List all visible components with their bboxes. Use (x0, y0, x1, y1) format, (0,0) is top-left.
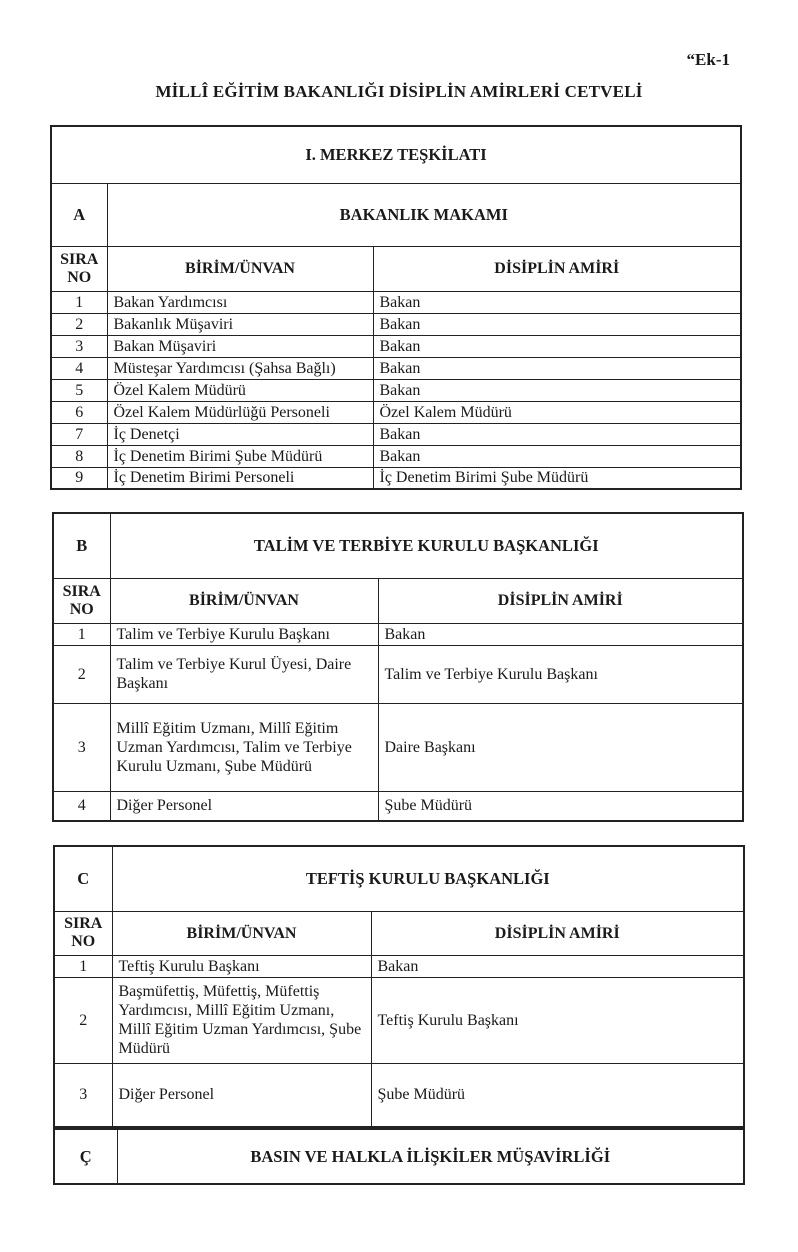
section-c-letter: C (54, 846, 112, 911)
row-birim: Millî Eğitim Uzmanı, Millî Eğitim Uzman Yardımcısı, Talim ve Terbiye Kurulu Uzmanı, Şube Müdürü (110, 703, 378, 791)
row-no: 2 (51, 313, 107, 335)
table-section-cc (53, 1128, 745, 1185)
table-row (51, 313, 741, 335)
row-no: 9 (51, 467, 107, 489)
table-row (51, 423, 741, 445)
section-cc-title: BASIN VE HALKLA İLİŞKİLER MÜŞAVİRLİĞİ (117, 1129, 744, 1184)
table-row (51, 357, 741, 379)
col-header-birim: BİRİM/ÜNVAN (110, 578, 378, 623)
col-header-birim: BİRİM/ÜNVAN (112, 911, 371, 955)
row-amir: Bakan (373, 313, 741, 335)
row-birim: İç Denetim Birimi Personeli (107, 467, 373, 489)
row-birim: Bakanlık Müşaviri (107, 313, 373, 335)
section-a-letter: A (51, 183, 107, 246)
row-no: 5 (51, 379, 107, 401)
row-birim: Diğer Personel (112, 1063, 371, 1127)
row-no: 4 (53, 791, 110, 821)
table-row (51, 401, 741, 423)
row-amir: Daire Başkanı (378, 703, 743, 791)
row-birim: Bakan Müşaviri (107, 335, 373, 357)
table-row (53, 791, 743, 821)
col-header-amir: DİSİPLİN AMİRİ (371, 911, 744, 955)
row-birim: Müsteşar Yardımcısı (Şahsa Bağlı) (107, 357, 373, 379)
row-birim: Özel Kalem Müdürlüğü Personeli (107, 401, 373, 423)
row-no: 3 (51, 335, 107, 357)
table-section-c (53, 845, 745, 1129)
table-row (51, 379, 741, 401)
row-no: 2 (54, 977, 112, 1063)
section-c-title: TEFTİŞ KURULU BAŞKANLIĞI (112, 846, 744, 911)
row-birim: Başmüfettiş, Müfettiş, Müfettiş Yardımcısı, Millî Eğitim Uzmanı, Millî Eğitim Uzman Yardımcısı, Şube Müdürü (112, 977, 371, 1063)
col-header-amir: DİSİPLİN AMİRİ (378, 578, 743, 623)
section-cc-letter: Ç (54, 1129, 117, 1184)
col-header-sira-no: SIRA NO (53, 578, 110, 623)
row-amir: İç Denetim Birimi Şube Müdürü (373, 467, 741, 489)
row-amir: Bakan (373, 357, 741, 379)
row-birim: Teftiş Kurulu Başkanı (112, 955, 371, 977)
row-no: 4 (51, 357, 107, 379)
document-title: MİLLÎ EĞİTİM BAKANLIĞI DİSİPLİN AMİRLERİ CETVELİ (155, 82, 643, 101)
annex-label: “Ek-1 (686, 50, 730, 69)
row-no: 8 (51, 445, 107, 467)
row-no: 1 (54, 955, 112, 977)
row-amir: Şube Müdürü (378, 791, 743, 821)
col-header-sira-no: SIRA NO (54, 911, 112, 955)
row-amir: Bakan (373, 445, 741, 467)
row-amir: Bakan (373, 291, 741, 313)
section-a-title: BAKANLIK MAKAMI (107, 183, 741, 246)
row-birim: Özel Kalem Müdürü (107, 379, 373, 401)
table-section-b (52, 512, 744, 822)
row-amir: Şube Müdürü (371, 1063, 744, 1127)
row-amir: Talim ve Terbiye Kurulu Başkanı (378, 645, 743, 703)
col-header-sira-no: SIRA NO (51, 246, 107, 291)
table-row (54, 955, 744, 977)
row-amir: Özel Kalem Müdürü (373, 401, 741, 423)
table-row (51, 445, 741, 467)
table-row (51, 335, 741, 357)
section-b-title: TALİM VE TERBİYE KURULU BAŞKANLIĞI (110, 513, 743, 578)
row-amir: Teftiş Kurulu Başkanı (371, 977, 744, 1063)
row-birim: Talim ve Terbiye Kurul Üyesi, Daire Başkanı (110, 645, 378, 703)
table-row (53, 645, 743, 703)
row-birim: Talim ve Terbiye Kurulu Başkanı (110, 623, 378, 645)
table-row (51, 467, 741, 489)
row-no: 2 (53, 645, 110, 703)
col-header-amir: DİSİPLİN AMİRİ (373, 246, 741, 291)
row-amir: Bakan (378, 623, 743, 645)
table-row (53, 703, 743, 791)
row-no: 7 (51, 423, 107, 445)
row-amir: Bakan (373, 335, 741, 357)
section-b-letter: B (53, 513, 110, 578)
section-i-title: I. MERKEZ TEŞKİLATI (51, 126, 741, 183)
table-row (51, 291, 741, 313)
row-no: 3 (54, 1063, 112, 1127)
row-birim: Diğer Personel (110, 791, 378, 821)
table-section-a (50, 125, 742, 490)
row-no: 1 (51, 291, 107, 313)
row-amir: Bakan (373, 423, 741, 445)
row-amir: Bakan (371, 955, 744, 977)
row-birim: İç Denetim Birimi Şube Müdürü (107, 445, 373, 467)
row-birim: Bakan Yardımcısı (107, 291, 373, 313)
table-row (53, 623, 743, 645)
row-no: 6 (51, 401, 107, 423)
row-birim: İç Denetçi (107, 423, 373, 445)
row-amir: Bakan (373, 379, 741, 401)
row-no: 1 (53, 623, 110, 645)
table-row (54, 1063, 744, 1127)
row-no: 3 (53, 703, 110, 791)
table-row (54, 977, 744, 1063)
col-header-birim: BİRİM/ÜNVAN (107, 246, 373, 291)
